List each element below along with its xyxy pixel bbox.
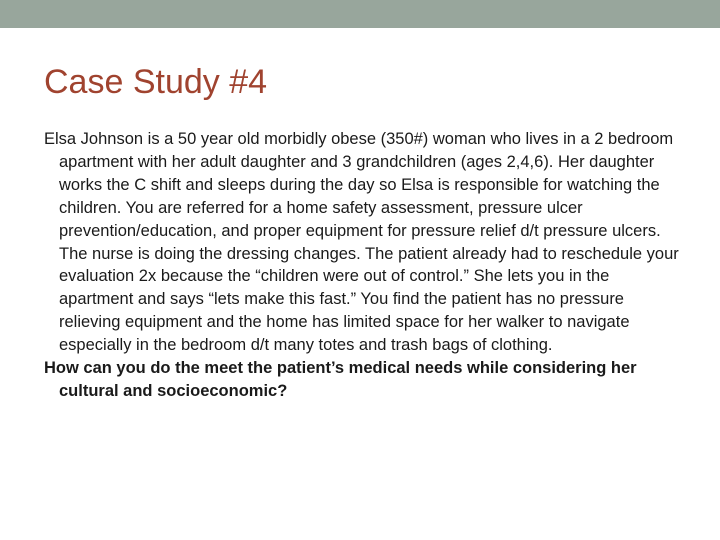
slide-body: [44, 128, 684, 403]
case-question-paragraph: How can you do the meet the patient’s medical needs while considering her cultural and socioeconomic?: [44, 359, 637, 400]
top-accent-band: [0, 0, 720, 28]
case-description-paragraph: Elsa Johnson is a 50 year old morbidly obese (350#) woman who lives in a 2 bedroom apartment with her adult daughter and 3 grandchildren (ages 2,4,6). Her daughter works the C shift and sleeps during the day so Elsa is responsible for watching the children. You are referred for a home safety assessment, pressure ulcer prevention/education, and proper equipment for pressure relief d/t pressure ulcers. The nurse is doing the dressing changes. The patient already had to reschedule your evaluation 2x because the “children were out of control.” She lets you in the apartment and says “lets make this fast.” You find the patient has no pressure relieving equipment and the home has limited space for her walker to navigate especially in the bedroom d/t many totes and trash bags of clothing.: [44, 130, 679, 355]
slide-title: Case Study #4: [44, 63, 268, 101]
